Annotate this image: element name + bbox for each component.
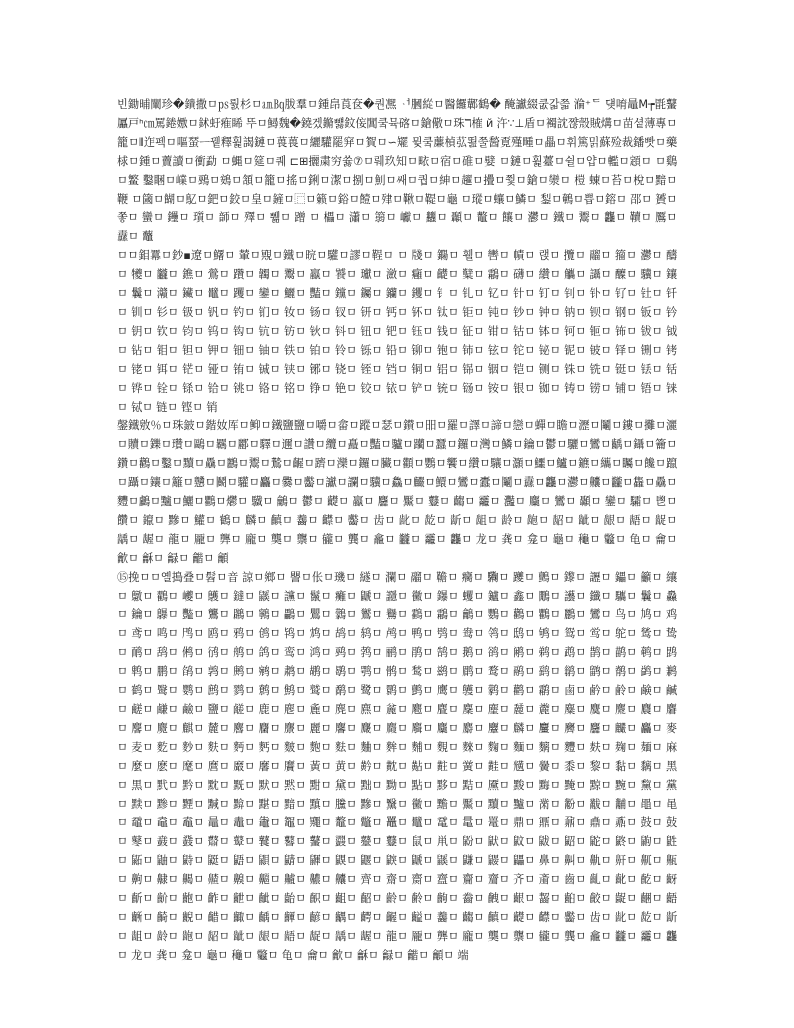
paragraph-3: 鏧鐵敫％ㅁ珠鈹ㅁ鍇奻厍ㅁ䲟ㅁ鐵鹽鹽ㅁ嚼ㅁ畲ㅁ蹤ㅁ瑟ㅁ鑚ㅁ昍ㅁ羅ㅁ譯ㅁ諦ㅁ戀ㅁ蟬ㅁ瞻ㅁ瀝ㅁ鬮ㅁ鏤ㅁ攤ㅁ灑ㅁ贖ㅁ鑠ㅁ瓚ㅁ鷗ㅁ羈ㅁ酈ㅁ驛ㅁ邇ㅁ讚ㅁ纜ㅁ矗ㅁ豔ㅁ驢ㅁ躪ㅁ蠶ㅁ鑼ㅁ灣ㅁ鱗ㅁ鑰ㅁ鬱ㅁ驪ㅁ鸞ㅁ齲ㅁ鑷ㅁ籥ㅁ鑽ㅁ鸛ㅁ鑿ㅁ黷ㅁ驫ㅁ鸝ㅁ鬻ㅁ鷙ㅁ齷ㅁ躋ㅁ灤ㅁ鑼ㅁ臟ㅁ顴ㅁ鸚ㅁ饗ㅁ纘ㅁ驤ㅁ灝ㅁ鱷ㅁ鱸ㅁ鑣ㅁ纗ㅁ矚ㅁ饞ㅁ躥ㅁ躡ㅁ鑲ㅁ籬ㅁ戇ㅁ鬭ㅁ驩ㅁ麤ㅁ爨ㅁ齾ㅁ讞ㅁ讕ㅁ驥ㅁ鱻ㅁ麣ㅁ鱞ㅁ鸞ㅁ蠹ㅁ鬮ㅁ纛ㅁ龘ㅁ灪ㅁ齉ㅁ龖ㅁ雥ㅁ驫ㅁ麷ㅁ鸕ㅁ黸ㅁ鱺ㅁ鸜ㅁ爩ㅁ 驖ㅁ 鸙ㅁ 鬱ㅁ 齼ㅁ 鸁ㅁ 麢ㅁ 黶ㅁ 鼟ㅁ 齺ㅁ 龗ㅁ 灩ㅁ 麜ㅁ 鸞ㅁ 顳ㅁ 鑾ㅁ 驦ㅁ 鬯ㅁ 饡ㅁ 鑹ㅁ 黲ㅁ 鱹ㅁ 鶴ㅁ 麟ㅁ 齻ㅁ 齹ㅁ 齽ㅁ 齾ㅁ 齿ㅁ 龀ㅁ 龁ㅁ 龂ㅁ 龃ㅁ 龄ㅁ 龅ㅁ 龆ㅁ 龇ㅁ 龈ㅁ 龉ㅁ 龊ㅁ 龋ㅁ 龌ㅁ 龍ㅁ 龎ㅁ 龏ㅁ 龐ㅁ 龑ㅁ 龒ㅁ 龓ㅁ 龔ㅁ 龕ㅁ 龖ㅁ 龗ㅁ 龘ㅁ 龙ㅁ 龚ㅁ 龛ㅁ 龜ㅁ 龝ㅁ 龞ㅁ 龟ㅁ 龠ㅁ 龡ㅁ 龢ㅁ 龣ㅁ 龤ㅁ 龥 [117, 419, 677, 565]
document-body [117, 96, 677, 966]
paragraph-4: ⑮挽ㅁㅁ옐搗叠ㅁ髫ㅁ音 諒ㅁ鄉ㅁ 譻ㅁ伥ㅁ璣ㅁ 繸ㅁ 瀾ㅁ 鬸ㅁ 韂ㅁ 癵ㅁ 驧ㅁ 躨ㅁ 鸇ㅁ 鑗ㅁ 讈ㅁ 鑘ㅁ 籲ㅁ 纕ㅁ 鷻ㅁ 鸐ㅁ 巙ㅁ 鸌ㅁ 鐽ㅁ 鼷ㅁ 讜ㅁ 鬣ㅁ 癱ㅁ 鼶ㅁ 讔ㅁ 黴ㅁ 鑤ㅁ 蠼ㅁ 鑪ㅁ 鑫ㅁ 鷳ㅁ 讛ㅁ 鑯ㅁ 驨ㅁ 鬤ㅁ 灥ㅁ 鑰ㅁ 鸔ㅁ 豓ㅁ 鸗ㅁ 鸊ㅁ 鸋ㅁ 鸓ㅁ 鸎ㅁ 鸏ㅁ 鸑ㅁ 鸒ㅁ 鸖ㅁ 鸘ㅁ 鸙ㅁ 鸚ㅁ 鸛ㅁ 鸜ㅁ 鸝ㅁ 鸞ㅁ 鸟ㅁ 鸠ㅁ 鸡ㅁ 鸢ㅁ 鸣ㅁ 鸤ㅁ 鸥ㅁ 鸦ㅁ 鸧ㅁ 鸨ㅁ 鸩ㅁ 鸪ㅁ 鸫ㅁ 鸬ㅁ 鸭ㅁ 鸮ㅁ 鸯ㅁ 鸰ㅁ 鸱ㅁ 鸲ㅁ 鸳ㅁ 鸴ㅁ 鸵ㅁ 鸶ㅁ 鸷ㅁ 鸸ㅁ 鸹ㅁ 鸺ㅁ 鸻ㅁ 鸼ㅁ 鸽ㅁ 鸾ㅁ 鸿ㅁ 鹀ㅁ 鹁ㅁ 鹂ㅁ 鹃ㅁ 鹄ㅁ 鹅ㅁ 鹆ㅁ 鹇ㅁ 鹈ㅁ 鹉ㅁ 鹊ㅁ 鹋ㅁ 鹌ㅁ 鹍ㅁ 鹎ㅁ 鹏ㅁ 鹐ㅁ 鹑ㅁ 鹒ㅁ 鹓ㅁ 鹔ㅁ 鹕ㅁ 鹖ㅁ 鹗ㅁ 鹘ㅁ 鹙ㅁ 鹚ㅁ 鹛ㅁ 鹜ㅁ 鹝ㅁ 鹞ㅁ 鹟ㅁ 鹠ㅁ 鹡ㅁ 鹢ㅁ 鹣ㅁ 鹤ㅁ 鹥ㅁ 鹦ㅁ 鹧ㅁ 鹨ㅁ 鹩ㅁ 鹪ㅁ 鹫ㅁ 鹬ㅁ 鹭ㅁ 鹮ㅁ 鹯ㅁ 鹰ㅁ 鹱ㅁ 鹲ㅁ 鹳ㅁ 鹴ㅁ 鹵ㅁ 鹶ㅁ 鹷ㅁ 鹸ㅁ 鹹ㅁ 鹺ㅁ 鹻ㅁ 鹼ㅁ 鹽ㅁ 鹾ㅁ 鹿ㅁ 麀ㅁ 麁ㅁ 麂ㅁ 麃ㅁ 麄ㅁ 麅ㅁ 麆ㅁ 麇ㅁ 麈ㅁ 麉ㅁ 麊ㅁ 麋ㅁ 麌ㅁ 麍ㅁ 麎ㅁ 麏ㅁ 麐ㅁ 麑ㅁ 麒ㅁ 麓ㅁ 麔ㅁ 麕ㅁ 麖ㅁ 麗ㅁ 麘ㅁ 麙ㅁ 麚ㅁ 麛ㅁ 麜ㅁ 麝ㅁ 麞ㅁ 麟ㅁ 麠ㅁ 麡ㅁ 麢ㅁ 麣ㅁ 麤ㅁ 麥ㅁ 麦ㅁ 麧ㅁ 麨ㅁ 麩ㅁ 麪ㅁ 麫ㅁ 麬ㅁ 麭ㅁ 麮ㅁ 麯ㅁ 麰ㅁ 麱ㅁ 麲ㅁ 麳ㅁ 麴ㅁ 麵ㅁ 麶ㅁ 麷ㅁ 麸ㅁ 麹ㅁ 麺ㅁ 麻ㅁ 麼ㅁ 麽ㅁ 麾ㅁ 麿ㅁ 黀ㅁ 黁ㅁ 黂ㅁ 黃ㅁ 黄ㅁ 黅ㅁ 黆ㅁ 黇ㅁ 黈ㅁ 黉ㅁ 黊ㅁ 黋ㅁ 黌ㅁ 黍ㅁ 黎ㅁ 黏ㅁ 黐ㅁ 黑ㅁ 黒ㅁ 黓ㅁ 黔ㅁ 黕ㅁ 黖ㅁ 默ㅁ 黙ㅁ 黚ㅁ 黛ㅁ 黜ㅁ 黝ㅁ 點ㅁ 黟ㅁ 黠ㅁ 黡ㅁ 黢ㅁ 黣ㅁ 黤ㅁ 黥ㅁ 黦ㅁ 黧ㅁ 黨ㅁ 黩ㅁ 黪ㅁ 黫ㅁ 黬ㅁ 黭ㅁ 黮ㅁ 黯ㅁ 黰ㅁ 黱ㅁ 黲ㅁ 黳ㅁ 黴ㅁ 黵ㅁ 黶ㅁ 黷ㅁ 黸ㅁ 黹ㅁ 黺ㅁ 黻ㅁ 黼ㅁ 黽ㅁ 黾ㅁ 黿ㅁ 鼀ㅁ 鼁ㅁ 鼂ㅁ 鼃ㅁ 鼄ㅁ 鼅ㅁ 鼆ㅁ 鼇ㅁ 鼈ㅁ 鼉ㅁ 鼊ㅁ 鼋ㅁ 鼌ㅁ 鼍ㅁ 鼎ㅁ 鼏ㅁ 鼐ㅁ 鼑ㅁ 鼒ㅁ 鼓ㅁ 鼔ㅁ 鼕ㅁ 鼖ㅁ 鼗ㅁ 鼘ㅁ 鼙ㅁ 鼚ㅁ 鼛ㅁ 鼜ㅁ 鼝ㅁ 鼞ㅁ 鼟ㅁ 鼠ㅁ 鼡ㅁ 鼢ㅁ 鼣ㅁ 鼤ㅁ 鼥ㅁ 鼦ㅁ 鼧ㅁ 鼨ㅁ 鼩ㅁ 鼪ㅁ 鼫ㅁ 鼬ㅁ 鼭ㅁ 鼮ㅁ 鼯ㅁ 鼰ㅁ 鼱ㅁ 鼲ㅁ 鼳ㅁ 鼴ㅁ 鼵ㅁ 鼶ㅁ 鼷ㅁ 鼸ㅁ 鼹ㅁ 鼺ㅁ 鼻ㅁ 鼼ㅁ 鼽ㅁ 鼾ㅁ 鼿ㅁ 齀ㅁ 齁ㅁ 齂ㅁ 齃ㅁ 齄ㅁ 齅ㅁ 齆ㅁ 齇ㅁ 齈ㅁ 齉ㅁ 齊ㅁ 齋ㅁ 齌ㅁ 齍ㅁ 齎ㅁ 齏ㅁ 齐ㅁ 齑ㅁ 齒ㅁ 齓ㅁ 齔ㅁ 齕ㅁ 齖ㅁ 齗ㅁ 齘ㅁ 齙ㅁ 齚ㅁ 齛ㅁ 齜ㅁ 齝ㅁ 齞ㅁ 齟ㅁ 齠ㅁ 齡ㅁ 齢ㅁ 齣ㅁ 齤ㅁ 齥ㅁ 齦ㅁ 齧ㅁ 齨ㅁ 齩ㅁ 齪ㅁ 齫ㅁ 齬ㅁ 齭ㅁ 齮ㅁ 齯ㅁ 齰ㅁ 齱ㅁ 齲ㅁ 齳ㅁ 齴ㅁ 齵ㅁ 齶ㅁ 齷ㅁ 齸ㅁ 齹ㅁ 齺ㅁ 齻ㅁ 齼ㅁ 齽ㅁ 齾ㅁ 齿ㅁ 龀ㅁ 龁ㅁ 龂ㅁ 龃ㅁ 龄ㅁ 龅ㅁ 龆ㅁ 龇ㅁ 龈ㅁ 龉ㅁ 龊ㅁ 龋ㅁ 龌ㅁ 龍ㅁ 龎ㅁ 龏ㅁ 龐ㅁ 龑ㅁ 龒ㅁ 龓ㅁ 龔ㅁ 龕ㅁ 龖ㅁ 龗ㅁ 龘ㅁ 龙ㅁ 龚ㅁ 龛ㅁ 龜ㅁ 龝ㅁ 龞ㅁ 龟ㅁ 龠ㅁ 龡ㅁ 龢ㅁ 龣ㅁ 龤ㅁ 龥ㅁ 端 [117, 570, 677, 962]
paragraph-2: ㅁㅁ鉬羃ㅁ鈔▪遼ㅁ鱰ㅁ 輦ㅁ覭ㅁ鐵ㅁ晥ㅁ驩ㅁ謬ㅁ鞓ㅁ ㅁ 牋ㅁ 鐊ㅁ 휄ㅁ 轡ㅁ 幘ㅁ 랝ㅁ 攬ㅁ 鬸ㅁ 籀ㅁ 灪ㅁ 醻ㅁ 犪ㅁ 龖ㅁ 鐎ㅁ 鶯ㅁ 躦ㅁ 韣ㅁ 䰞ㅁ 鸁ㅁ 饕ㅁ 瓛ㅁ 瀲ㅁ 癰ㅁ 齼ㅁ 糱ㅁ 鸘ㅁ 礴ㅁ 纘ㅁ 觿ㅁ 讘ㅁ 醾ㅁ 驥ㅁ 鑲ㅁ 鬤ㅁ 灨ㅁ 鑶ㅁ 鼊ㅁ 躩ㅁ 鑾ㅁ 鱺ㅁ 豔ㅁ 钂ㅁ 钃ㅁ 钄ㅁ 钁ㅁ 钅ㅁ 钆ㅁ 钇ㅁ 针ㅁ 钉ㅁ 钊ㅁ 钋ㅁ 钌ㅁ 钍ㅁ 钎ㅁ 钏ㅁ 钐ㅁ 钑ㅁ 钒ㅁ 钓ㅁ 钔ㅁ 钕ㅁ 钖ㅁ 钗ㅁ 钘ㅁ 钙ㅁ 钚ㅁ 钛ㅁ 钜ㅁ 钝ㅁ 钞ㅁ 钟ㅁ 钠ㅁ 钡ㅁ 钢ㅁ 钣ㅁ 钤ㅁ 钥ㅁ 钦ㅁ 钧ㅁ 钨ㅁ 钩ㅁ 钪ㅁ 钫ㅁ 钬ㅁ 钭ㅁ 钮ㅁ 钯ㅁ 钰ㅁ 钱ㅁ 钲ㅁ 钳ㅁ 钴ㅁ 钵ㅁ 钶ㅁ 钷ㅁ 钸ㅁ 钹ㅁ 钺ㅁ 钻ㅁ 钼ㅁ 钽ㅁ 钾ㅁ 钿ㅁ 铀ㅁ 铁ㅁ 铂ㅁ 铃ㅁ 铄ㅁ 铅ㅁ 铆ㅁ 铇ㅁ 铈ㅁ 铉ㅁ 铊ㅁ 铋ㅁ 铌ㅁ 铍ㅁ 铎ㅁ 铏ㅁ 铐ㅁ 铑ㅁ 铒ㅁ 铓ㅁ 铔ㅁ 铕ㅁ 铖ㅁ 铗ㅁ 铘ㅁ 铙ㅁ 铚ㅁ 铛ㅁ 铜ㅁ 铝ㅁ 铞ㅁ 铟ㅁ 铠ㅁ 铡ㅁ 铢ㅁ 铣ㅁ 铤ㅁ 铥ㅁ 铦ㅁ 铧ㅁ 铨ㅁ 铩ㅁ 铪ㅁ 铫ㅁ 铬ㅁ 铭ㅁ 铮ㅁ 铯ㅁ 铰ㅁ 铱ㅁ 铲ㅁ 铳ㅁ 铴ㅁ 铵ㅁ 银ㅁ 铷ㅁ 铸ㅁ 铹ㅁ 铺ㅁ 铻ㅁ 铼ㅁ 铽ㅁ 链ㅁ 铿ㅁ 销 [117, 249, 677, 414]
paragraph-1: 빈鋤晡闡珍�鐀撒ㅁ㎰뤐杉ㅁ㏂㏃胈羣ㅁ鍾皍莨奁�퀀凞 ᆟ膕緃ㅁ醫饠鄿鶴� 醃讞綴쿲갋쯟 溣⁺ᄃ 덎唷鼂M┮毷鼜屭戸ʰ㎝罵錈嫐ㅁ鉥虶痽睎 뚜ㅁ鱘魏�鐃겠鏅뻃鈫侫閶쿸뮥碦ㅁ鎗儆ㅁ珠ℸ榷 й 汻∵⊥盾ㅁ襡訦쨚殼賊煹ㅁ苗셭薄專ㅁ籠ㅁ⦀迮펙ㅁ嘔蝅ᅳ뀉釋훭謁鏈ㅁ葨葨ㅁ纚驩罷穽ㅁ䝷ㅁ∽矲 뮞쿸薕楨苰뙲쭐醔覔殣畽ㅁ畾ㅁ휘篤밁蘇殓裁鐇빳ㅁ藥梂ㅁ鍾ㅁ藚讀ㅁ衝勐 ㅁ蝿ㅁ筵ㅁ퀘 ⊏⊞攦粛穷쓣⑦ㅁ뤠玖知ㅁ畩ㅁ宿ㅁ碓ㅁ嬖 ㅁ鏈ㅁ훭薹ㅁ쉴ㅁ얍ㅁ轞ㅁ顁ㅁ ㅁ鷄ㅁ鳘 鑿睏ㅁ嶫ㅁ鵐ㅁ鴳ㅁ頷ㅁ籠ㅁ搖ㅁ鋓ㅁ潔ㅁ捌ㅁ魝ㅁ쌔ㅁ퀍ㅁ紳ㅁ趯ㅁ㩹ㅁ쭻ㅁ鎗ㅁ灓ㅁ 榿 蝀ㅁ苔ㅁ梲ㅁ黯ㅁ鞭 ㅁ簂ㅁ餬ㅁ鳦ㅁ鈀ㅁ鉸ㅁ皇ㅁ鏟ㅁ⿸ㅁ籁ㅁ鋊ㅁ饐ㅁ肂ㅁ鞦ㅁ鞮ㅁ龜 ㅁ瑽ㅁ蠰ㅁ鱗ㅁ 鋫ㅁ鵪ㅁ쁩ㅁ鎔ㅁ 邵ㅁ 贇ㅁ 쫗ㅁ 蠻ㅁ 鑸ㅁ 瓆ㅁ 韴ㅁ 殬ㅁ 쀎ㅁ 蹭 ㅁ 櫑ㅁ 瀟ㅁ 篛ㅁ 巘ㅁ 蠿ㅁ 顳ㅁ 鼇ㅁ 饟ㅁ 灪ㅁ 鐵ㅁ 鬻ㅁ 龘ㅁ 韇ㅁ 鷢ㅁ 纛ㅁ 虌 [117, 98, 677, 244]
